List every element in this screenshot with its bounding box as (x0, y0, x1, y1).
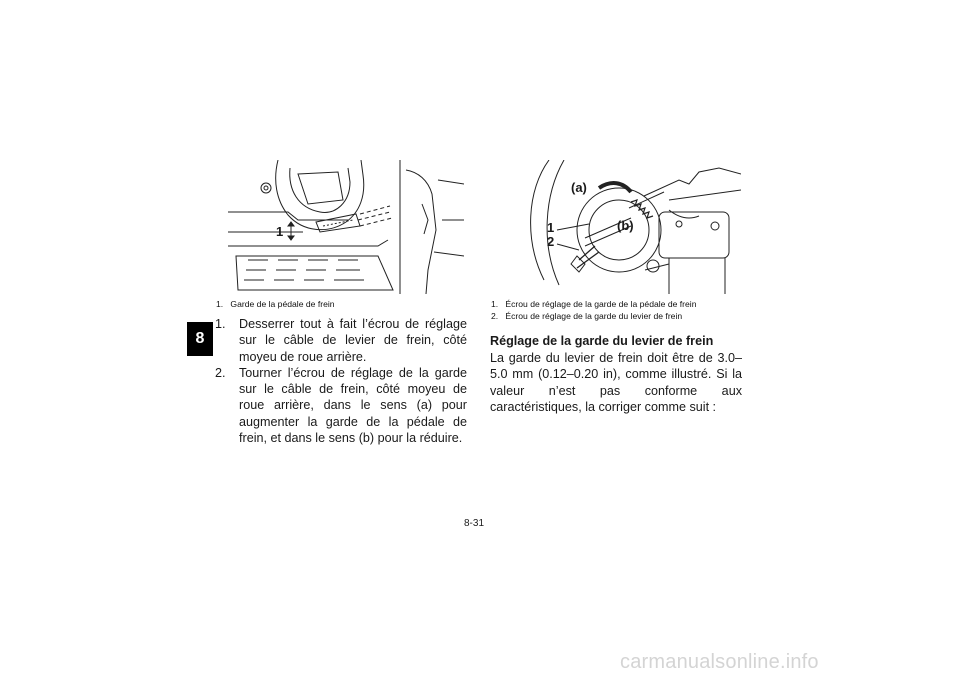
step-item: 2. Tourner l’écrou de réglage de la garde sur le câble de frein, côté moyeu de roue arrière, dans le sens (a) pour augmenter la garde de la pédale de frein, et dans le sens (b) pour la réduire. (215, 365, 467, 446)
brake-pedal-illustration (228, 160, 464, 294)
figure-callout-1: 1 (276, 224, 284, 239)
step-item: 1. Desserrer tout à fait l’écrou de réglage sur le câble de levier de frein, côté moyeu de roue arrière. (215, 317, 467, 364)
section-title: Réglage de la garde du levier de frein (490, 334, 714, 348)
figure-callout-2: 2 (547, 234, 555, 249)
caption-item: 1. Écrou de réglage de la garde de la pédale de frein (491, 299, 697, 309)
caption-item: 2. Écrou de réglage de la garde du levier de frein (491, 311, 683, 321)
brake-pedal-drawing (228, 160, 464, 294)
watermark: carmanualsonline.info (620, 651, 819, 673)
procedure-steps (215, 316, 467, 446)
figure-label-b: (b) (617, 218, 634, 233)
page-number: 8-31 (464, 518, 485, 529)
caption-item: 1. Garde de la pédale de frein (216, 299, 335, 309)
figure-left-caption (216, 298, 466, 310)
rear-brake-hub-illustration (519, 160, 741, 294)
figure-callout-1: 1 (547, 220, 555, 235)
figure-label-a: (a) (571, 180, 587, 195)
section-body: La garde du levier de frein doit être de 3.0–5.0 mm (0.12–0.20 in), comme illustré. Si la valeur n’est pas conforme aux caractéristiques, la corriger comme suit : (490, 351, 742, 414)
figure-right-caption (491, 298, 743, 322)
chapter-tab: 8 (187, 322, 213, 356)
